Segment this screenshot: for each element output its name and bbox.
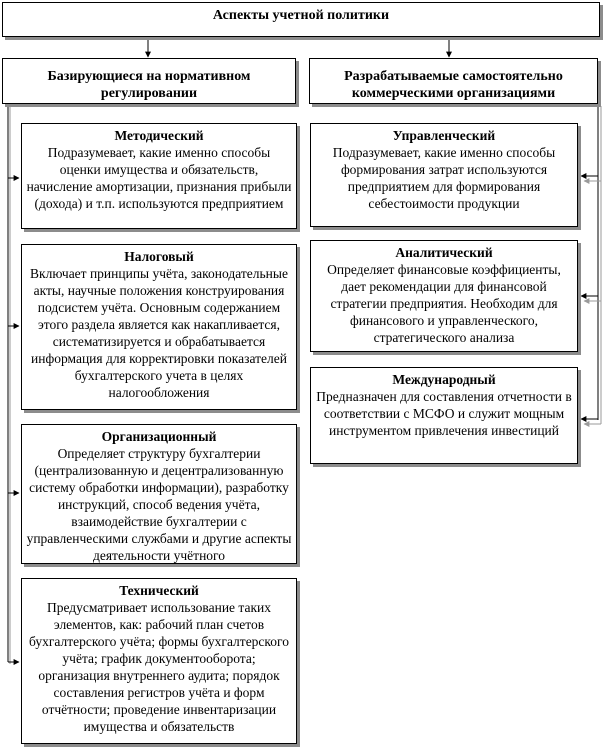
aspect-box-methodical xyxy=(21,123,297,229)
left-column-title: Базирующиеся на нормативном регулировании xyxy=(47,69,251,101)
aspect-text: Подразумевает, какие именно способы формирования затрат используются предприятием для формирования себестоимости продукции xyxy=(332,145,556,211)
aspect-text: Предназначен для составления отчетности в соответствии с МСФО и служит мощным инструментом привлечения инвестиций xyxy=(316,389,572,438)
aspect-box-international xyxy=(310,367,578,464)
aspect-title: Налоговый xyxy=(124,249,194,264)
aspect-text: Включает принципы учёта, законодательные акты, научные положения конструирования подсистем учёта. Основным содержанием этого раздела является как накапливается, систематизируется и обрабатывается информация для корректировки показателей бухгалтерского учета в целях налогообложения xyxy=(30,266,288,400)
right-column-header xyxy=(309,58,598,104)
aspect-title: Управленческий xyxy=(392,128,496,143)
aspect-text: Определяет структуру бухгалтерии (централизованную и децентрализованную систему обработки информации), разработку инструкций, способ ведения учёта, взаимодействие бухгалтерии с управленческими службами и другие аспекты деятельности учётного xyxy=(26,446,292,563)
aspect-box-organizational xyxy=(21,424,297,564)
aspect-text: Подразумевает, какие именно способы оценки имущества и обязательств, начисление амортизации, признания прибыли (дохода) и т.п. используются предприятием xyxy=(26,145,292,211)
aspect-title: Технический xyxy=(119,583,199,598)
aspect-box-managerial xyxy=(310,123,578,227)
aspect-box-analytical xyxy=(310,240,578,352)
aspect-box-technical xyxy=(21,578,297,744)
aspect-text: Определяет финансовые коэффициенты, дает рекомендации для финансовой стратегии предприятия. Необходим для финансового и управленческого, стратегического анализа xyxy=(327,262,561,345)
aspect-text: Предусматривает использование таких элементов, как: рабочий план счетов бухгалтерского учёта; формы бухгалтерского учёта; график документооборота; организация внутреннего аудита; порядок составления регистров учёта и форм отчётности; проведение инвентаризации имущества и обязательств xyxy=(28,600,289,734)
right-column-title: Разрабатываемые самостоятельно коммерческими организациями xyxy=(344,69,563,101)
root-title: Аспекты учетной политики xyxy=(212,8,390,23)
aspect-title: Международный xyxy=(392,372,496,387)
left-column-header xyxy=(2,58,296,104)
aspect-box-tax xyxy=(21,244,297,410)
aspect-title: Аналитический xyxy=(395,245,493,260)
aspect-title: Организационный xyxy=(101,429,217,444)
root-title-box xyxy=(2,2,600,37)
aspect-title: Методический xyxy=(114,128,204,143)
